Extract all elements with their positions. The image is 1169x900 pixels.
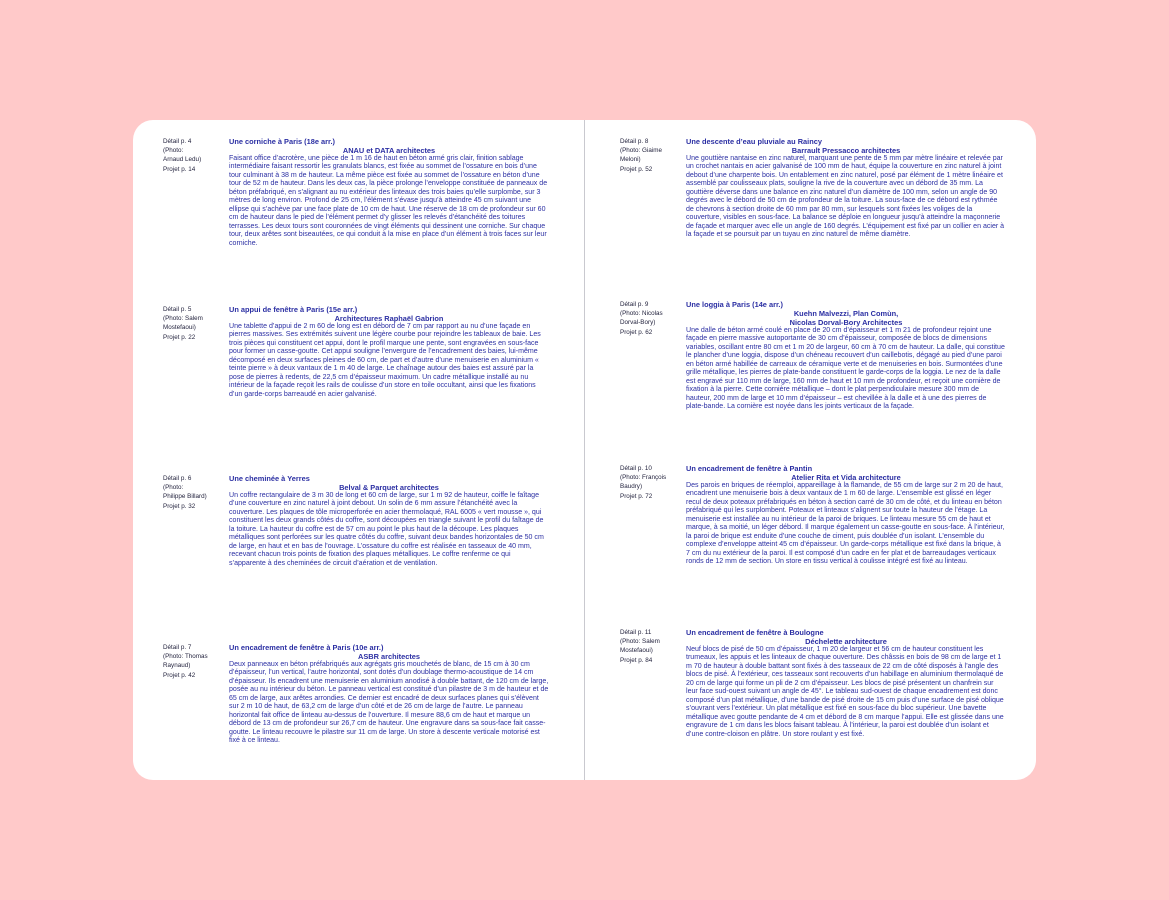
detail-title: Une corniche à Paris (18e arr.) <box>229 137 335 146</box>
detail-body <box>229 137 549 248</box>
detail-meta: Détail p. 6 (Photo: Philippe Billard) Projet p. 32 <box>163 475 207 510</box>
detail-description: Une gouttière nantaise en zinc naturel, marquant une pente de 5 mm par mètre linéaire et relevée par un crochet nantais en acier galvanisé de 100 mm de haut, équipe la couverture en zinc naturel à joint debout d’une charpente bois. Un entablement en zinc naturel, posé par élément de 1 mètre linéaire et assemblé par coulisseaux plats, souligne la rive de la couverture avec un débord de 35 mm. La gouttière déverse dans une balance en zinc naturel d’un diamètre de 100 mm, selon un angle de 90 degrés avec le débord de 50 cm de profondeur de la toiture. La sous-face de ce débord est rythmée de chevrons à section droite de 60 mm par 80 mm, sur lesquels sont fixées les voliges de la couverture, visibles en sous-face. La balance se déploie en longueur jusqu’à atteindre la maçonnerie de façade et marquer avec elle un angle de 160 degrés. L’équipement est fixé par un collier en acier à la façade et se poursuit par un tuyau en zinc naturel de même diamètre. <box>686 155 1005 239</box>
detail-meta: Détail p. 8 (Photo: Giaime Meloni) Projet p. 52 <box>620 138 662 173</box>
detail-architects: ASBR architectes <box>357 652 421 661</box>
detail-title: Un encadrement de fenêtre à Boulogne <box>686 628 824 637</box>
detail-body <box>686 628 1006 739</box>
detail-body <box>686 137 1006 240</box>
detail-body <box>229 474 549 568</box>
detail-body <box>229 643 549 746</box>
detail-title: Un encadrement de fenêtre à Pantin <box>686 464 813 473</box>
detail-architects: Déchelette architecture <box>805 637 887 646</box>
detail-description: Un coffre rectangulaire de 3 m 30 de long et 60 cm de large, sur 1 m 92 de hauteur, coiffe le faîtage d’une couverture en zinc naturel à joint debout. Un solin de 6 mm assure l’étanchéité avec la couverture. Les plaques de tôle microperforée en acier thermolaqué, RAL 6005 « vert mousse », qui constituent les deux grands côtés du coffre, sont découpées en triangle suivant le profil du faîtage de la toiture. La hauteur du coffre est de 57 cm au point le plus haut de la découpe. Les plaques métalliques sont perforées sur les quatre côtés du coffre, suivant deux bandes horizontales de 50 cm de large, en haut et en bas de l’ouvrage. L’ossature du coffre est réalisée en tasseaux de 40 mm, recevant chacun trois points de fixation des plaques métalliques. Le coffre renferme ce qui s’apparente à des cheminées de circuit d’aération et de ventilation. <box>229 492 544 567</box>
detail-body <box>686 464 1006 567</box>
detail-description: Des parois en briques de réemploi, appareillage à la flamande, de 55 cm de large sur 2 m 20 de haut, encadrent une menuiserie bois à deux vantaux de 1 m 60 de large. L’ensemble est glissé en léger recul de deux poteaux préfabriqués en béton à section carré de 30 cm de côté, et du linteau en béton préfabriqué qui les surplombent. Poteaux et linteaux s’alignent sur toute la hauteur de l’étage. La menuiserie est installée au nu intérieur de la paroi de briques. Le linteau mesure 55 cm de haut et marque, à sa moitié, un léger débord. Il marque également un casse-goutte en sous-face. À l’intérieur, la paroi de brique est enduite d’une couche de ciment, puis doublée d’un isolant. L’ensemble du complexe d’enveloppe atteint 45 cm d’épaisseur. Un garde-corps métallique est fixé dans la brique, à 7 cm du nu extérieur de la paroi. Il est composé d’un cadre en fer plat et de barreaudages verticaux ronds de 12 mm de section. Un store en tissu vertical à coulisse intégré est fixé au linteau. <box>686 482 1005 566</box>
detail-meta: Détail p. 4 (Photo: Arnaud Ledu) Projet p. 14 <box>163 138 202 173</box>
detail-description: Une tablette d’appui de 2 m 60 de long est en débord de 7 cm par rapport au nu d’une façade en pierres massives. Ses extrémités suivent une légère courbe pour rejoindre les tableaux de baie. Les trois pièces qui constituent cet appui, dont le profil marque une pente, sont engravées en sous-face pour former un casse-goutte. Cet appui souligne l’envergure de l’encadrement des baies, lui-même décomposé en deux surfaces pleines de 60 cm, de part et d’autre d’une menuiserie en aluminium « teinte pierre » à deux vantaux de 1 m 40 de large. Le chaînage autour des baies est assuré par la pose de pierres à redents, de 22,5 cm d’épaisseur maximum. Un cadre métallique installé au nu intérieur de la façade reçoit les rails de coulisse d’un store en toile occultant, ainsi que les fixations d’un garde-corps barreaudé en acier galvanisé. <box>229 323 541 398</box>
detail-body <box>229 305 549 399</box>
left-page <box>133 120 584 780</box>
detail-meta: Détail p. 10 (Photo: François Baudry) Projet p. 72 <box>620 465 667 500</box>
detail-architects: Kuehn Malvezzi, Plan Comùn, Nicolas Dorval-Bory Architectes <box>789 309 903 327</box>
detail-title: Une cheminée à Yerres <box>229 474 310 483</box>
detail-meta: Détail p. 9 (Photo: Nicolas Dorval-Bory) Projet p. 62 <box>620 301 663 336</box>
right-page <box>585 120 1036 780</box>
detail-architects: Belval & Parquet architectes <box>339 483 439 492</box>
open-book <box>133 120 1036 780</box>
detail-body <box>686 300 1006 412</box>
detail-title: Une descente d’eau pluviale au Raincy <box>686 137 822 146</box>
detail-meta: Détail p. 7 (Photo: Thomas Raynaud) Projet p. 42 <box>163 644 208 679</box>
detail-title: Un encadrement de fenêtre à Paris (10e arr.) <box>229 643 384 652</box>
detail-architects: Barrault Pressacco architectes <box>791 146 901 155</box>
detail-architects: Atelier Rita et Vida architecture <box>791 473 901 482</box>
detail-architects: Architectures Raphaël Gabrion <box>334 314 444 323</box>
detail-meta: Détail p. 11 (Photo: Salem Mostefaoui) Projet p. 84 <box>620 629 660 664</box>
detail-meta: Détail p. 5 (Photo: Salem Mostefaoui) Projet p. 22 <box>163 306 203 341</box>
detail-description: Faisant office d’acrotère, une pièce de 1 m 16 de haut en béton armé gris clair, finition sablage intermédiaire faisant ressortir les granulats blancs, est fixée au sommet de l’ossature en bois d’une tour culminant à 38 m de hauteur. La même pièce est fixée au sommet de l’ossature en béton d’une tour de 52 m de hauteur. Dans les deux cas, la pièce prolonge l’enveloppe constituée de panneaux de béton préfabriqué, en s’alignant au nu extérieur des linteaux des trois baies qu’elle surplombe, sur 3 mètres de long environ. Profond de 25 cm, l’élément s’évase jusqu’à atteindre 45 cm suivant une ellipse qui s’achève par une face plate de 10 cm de haut. Une réserve de 18 cm de profondeur sur 60 cm de hauteur dans le pied de l’élément permet d’y glisser les relevés d’étanchéité des toitures terrasses. Les deux tours sont couronnées de vingt éléments qui dessinent une corniche. Sur chaque tour, deux arêtes sont biseautées, ce qui conduit à la mise en place d’un élément à trois faces sur leur corniche. <box>229 155 548 247</box>
detail-title: Une loggia à Paris (14e arr.) <box>686 300 783 309</box>
detail-description: Une dalle de béton armé coulé en place de 20 cm d’épaisseur et 1 m 21 de profondeur rejoint une façade en pierre massive autoportante de 30 cm d’épaisseur, composée de blocs de dimensions variables, oscillant entre 80 cm et 1 m 20 de largeur, 60 cm à 70 cm de hauteur. La dalle, qui constitue le plancher d’une loggia, dispose d’un chéneau recouvert d’un caillebotis, dégagé au pied d’une paroi en béton armé habillée de carreaux de céramique verte et de menuiseries en bois. Surmontées d’une grille métallique, les pierres de plate-bande constituent le garde-corps de la loggia. Le nez de la dalle est engravé sur 110 mm de large, 160 mm de haut et 10 mm de profondeur, et reçoit une cornière de fixation à la pierre. Cette cornière métallique – dont le plat perpendiculaire mesure 300 mm de hauteur, 200 mm de large et 10 mm d’épaisseur – est chevillée à la dalle et à une des pierres de plate-bande. La cornière est noyée dans les joints verticaux de la façade. <box>686 327 1005 411</box>
detail-description: Neuf blocs de pisé de 50 cm d’épaisseur, 1 m 20 de largeur et 56 cm de hauteur constituent les trumeaux, les appuis et les linteaux de chaque ouverture. Des châssis en bois de 98 cm de large et 1 m 70 de hauteur à double battant sont fixés à des tasseaux de 22 cm de côté disposés à l’angle des blocs de pisé. À l’extérieur, ces tasseaux sont recouverts d’un habillage en aluminium thermolaqué de 20 cm de large qui forme un pli de 2 cm d’épaisseur. Les blocs de pisé présentent un chanfrein sur leur face sud-ouest suivant un angle de 45°. Le tableau sud-ouest de chaque encadrement est donc composé d’un plat métallique, d’une bande de pisé droite de 15 cm puis d’une surface de pisé oblique s’ouvrant vers l’extérieur. Un plat métallique est fixé en sous-face du bloc supérieur. Une bavette métallique avec goutte pendante de 4 cm et débord de 8 cm marque l’appui. Elle est glissée dans une engravure de 1 cm dans les blocs faisant tableau. À l’intérieur, la paroi est doublée d’un isolant et d’une contre-cloison en plâtre. Un store roulant y est fixé. <box>686 646 1004 738</box>
detail-architects: ANAU et DATA architectes <box>342 146 436 155</box>
detail-description: Deux panneaux en béton préfabriqués aux agrégats gris mouchetés de blanc, de 15 cm à 30 cm d’épaisseur, l’un vertical, l’autre horizontal, sont dotés d’un doublage thermo-acoustique de 14 cm d’épaisseur. Ils encadrent une menuiserie en aluminium anodisé à double battant, de 120 cm de large, posée au nu intérieur du béton. Le panneau vertical est constitué d’un pilastre de 3 m de hauteur et de 65 cm de large, aux arêtes arrondies. Ce dernier est encadré de deux surfaces planes qui s’élèvent sur 2 m 10 de haut, de 63,2 cm de large d’un côté et de 26 cm de large de l’autre. Le panneau horizontal fait office de linteau au-dessus de l’ouverture. Il mesure 88,6 cm de haut et marque un débord de 13 cm de profondeur sur 26,7 cm de hauteur. Une engravure dans sa sous-face fait casse-goutte. Le linteau recouvre le pilastre sur 11 cm de large. Un store à descente verticale motorisé est fixé à ce linteau. <box>229 661 549 745</box>
detail-title: Un appui de fenêtre à Paris (15e arr.) <box>229 305 358 314</box>
